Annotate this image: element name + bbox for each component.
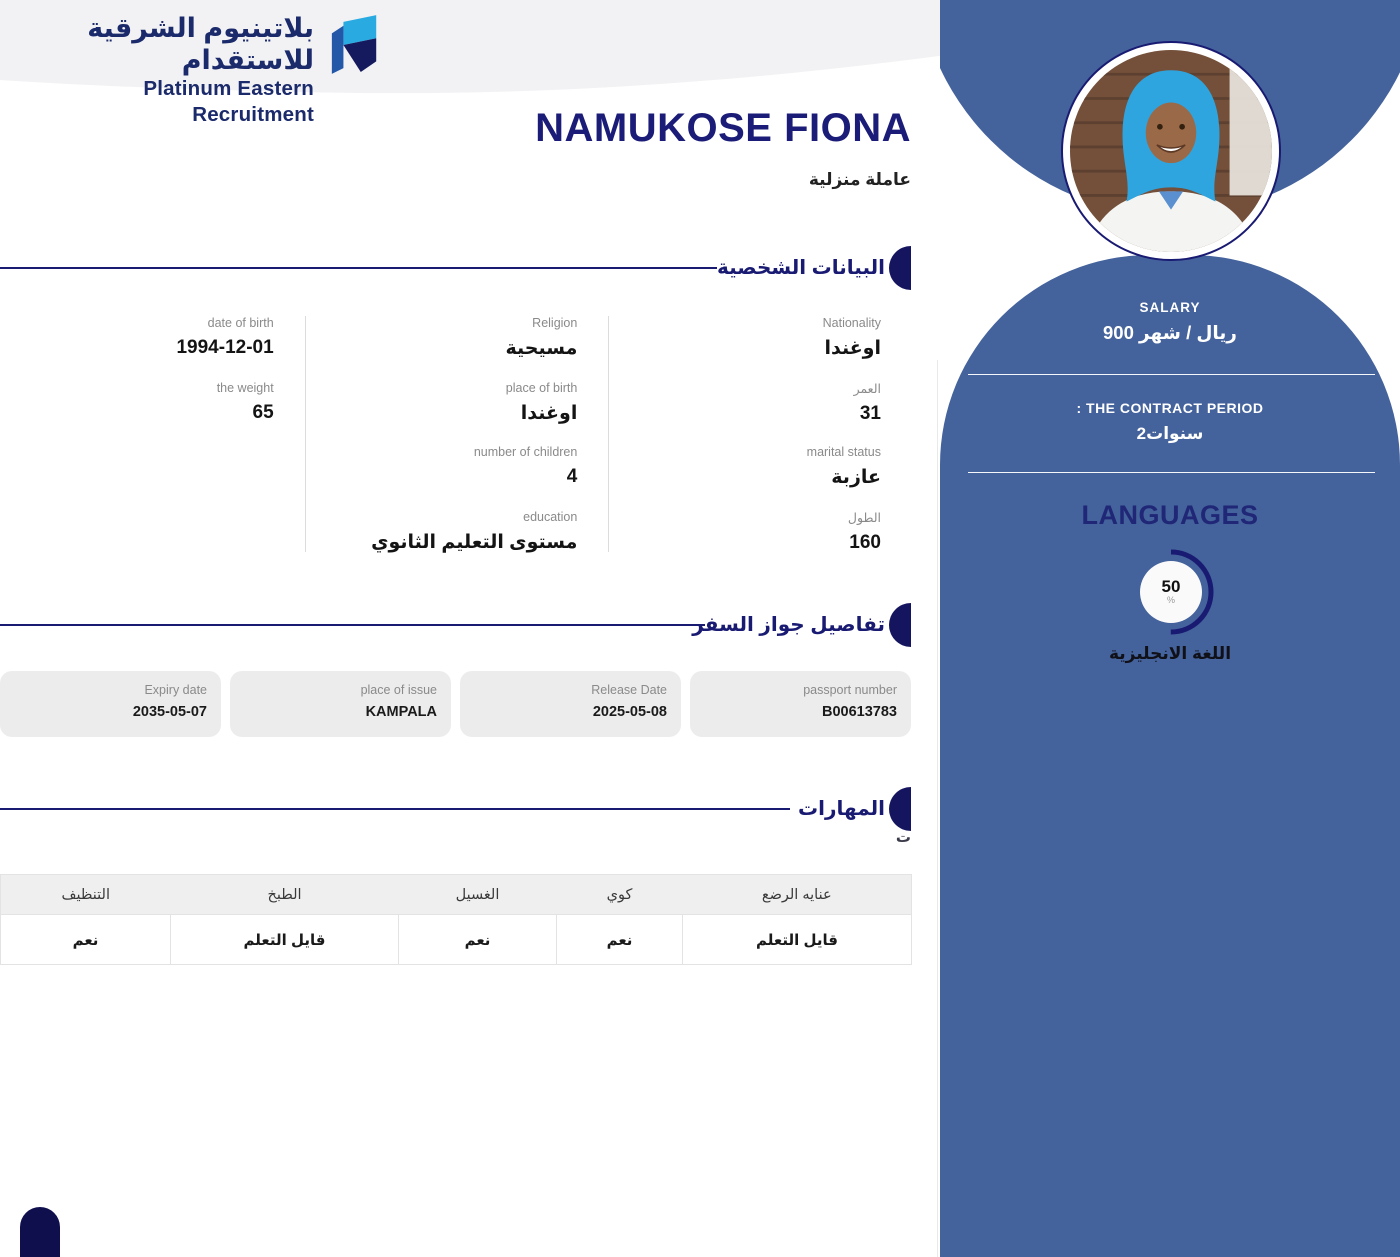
passport-card-place-of-issue — [230, 671, 451, 737]
field-label: marital status — [806, 445, 881, 459]
skills-col-header: عنايه الرضع — [683, 875, 912, 915]
personal-data-grid — [0, 312, 911, 570]
field-value: مستوى التعليم الثانوي — [371, 531, 578, 553]
field-label: Religion — [532, 316, 578, 330]
language-percent: 50 — [1161, 577, 1181, 596]
field-education — [304, 506, 608, 571]
skills-value-cell: قايل التعلم — [171, 915, 399, 965]
job-title: عاملة منزلية — [808, 170, 911, 189]
section-title: تفاصيل جواز السفر — [692, 614, 885, 636]
card-value: KAMPALA — [365, 704, 437, 720]
field-value: مسيحية — [505, 338, 578, 359]
profile-photo — [1070, 50, 1272, 252]
card-label: Release Date — [591, 683, 667, 697]
field-value: عازبة — [831, 467, 881, 488]
skills-table — [0, 874, 912, 965]
profile-photo-ring — [1061, 41, 1281, 261]
logo-arabic-text: بلاتينيوم الشرقية للاستقدام — [87, 13, 314, 75]
progress-circle — [1140, 561, 1202, 623]
skills-col-header: كوي — [557, 875, 683, 915]
field-label: the weight — [216, 380, 274, 395]
skills-value-cell: نعم — [557, 915, 683, 965]
field-value: اوغندا — [520, 402, 578, 424]
skills-col-header: الغسيل — [399, 875, 557, 915]
field-value: 31 — [859, 402, 881, 424]
content-sidebar-divider — [937, 360, 938, 1257]
passport-card-release-date — [460, 671, 681, 737]
field-weight — [0, 377, 304, 442]
corner-pill-shape — [20, 1207, 60, 1257]
sidebar — [940, 0, 1400, 1257]
skills-value-cell: نعم — [1, 915, 171, 965]
brand-logo — [22, 12, 382, 128]
passport-card-number — [690, 671, 911, 737]
card-label: Expiry date — [144, 683, 207, 697]
field-religion — [304, 312, 608, 377]
field-children — [304, 441, 608, 506]
field-label: number of children — [473, 445, 578, 459]
skills-header-row — [1, 875, 912, 915]
field-nationality — [607, 312, 911, 377]
salary-value: 900 ريال / شهر — [1103, 322, 1237, 343]
profile-photo-illustration — [1070, 50, 1272, 252]
halfcircle-bullet-icon — [889, 246, 911, 290]
field-value: اوغندا — [824, 338, 881, 359]
card-label: passport number — [803, 683, 897, 697]
language-progress-ring — [1121, 542, 1221, 642]
column-separator — [608, 316, 609, 552]
skills-col-header: التنظيف — [1, 875, 171, 915]
section-title: المهارات — [798, 798, 885, 820]
passport-cards — [0, 671, 911, 737]
field-marital-status — [607, 441, 911, 506]
section-title: البيانات الشخصية — [716, 257, 885, 279]
salary-label: SALARY — [1139, 300, 1201, 315]
field-label: الطول — [847, 510, 881, 525]
column-separator — [305, 316, 306, 552]
section-personal-header — [0, 246, 911, 290]
skills-value-cell: قايل التعلم — [683, 915, 912, 965]
logo-mark-icon — [328, 14, 382, 76]
field-place-of-birth — [304, 377, 608, 442]
card-value: 2035-05-07 — [132, 704, 207, 720]
field-value: 65 — [252, 401, 274, 423]
language-name: اللغة الانجليزية — [1108, 644, 1232, 663]
field-empty — [0, 506, 304, 571]
contract-period-value: 2سنوات — [1136, 424, 1204, 443]
section-passport-header — [0, 603, 911, 647]
field-label: Nationality — [822, 316, 881, 330]
logo-english-text: Platinum Eastern Recruitment — [143, 77, 314, 126]
field-label: place of birth — [505, 380, 578, 395]
skills-col-header: الطبخ — [171, 875, 399, 915]
field-value: 1994-12-01 — [176, 337, 274, 358]
card-value: 2025-05-08 — [592, 704, 667, 720]
skills-value-row — [1, 915, 912, 965]
field-label: education — [523, 509, 578, 524]
sidebar-divider — [968, 374, 1375, 375]
section-skills-header — [0, 787, 911, 831]
section-divider-line — [0, 808, 790, 810]
field-date-of-birth — [0, 312, 304, 377]
field-height — [607, 506, 911, 571]
field-value: 4 — [566, 466, 578, 487]
card-label: place of issue — [360, 683, 437, 697]
field-empty — [0, 441, 304, 506]
section-divider-line — [0, 267, 717, 269]
brand-logo-text — [22, 12, 314, 128]
skills-value-cell: نعم — [399, 915, 557, 965]
contract-period-label: : THE CONTRACT PERIOD — [1076, 400, 1264, 416]
percent-sign: % — [1166, 595, 1175, 605]
candidate-name: NAMUKOSE FIONA — [535, 106, 911, 150]
field-label: date of birth — [207, 316, 274, 330]
passport-card-expiry-date — [0, 671, 221, 737]
languages-title: LANGUAGES — [1081, 500, 1259, 530]
card-value: B00613783 — [822, 704, 897, 720]
section-divider-line — [0, 624, 705, 626]
halfcircle-bullet-icon — [889, 603, 911, 647]
sidebar-divider — [968, 472, 1375, 473]
field-label: العمر — [853, 381, 881, 396]
halfcircle-bullet-icon — [889, 787, 911, 831]
field-age — [607, 377, 911, 442]
field-value: 160 — [849, 531, 881, 553]
skills-note: ت — [895, 829, 911, 846]
